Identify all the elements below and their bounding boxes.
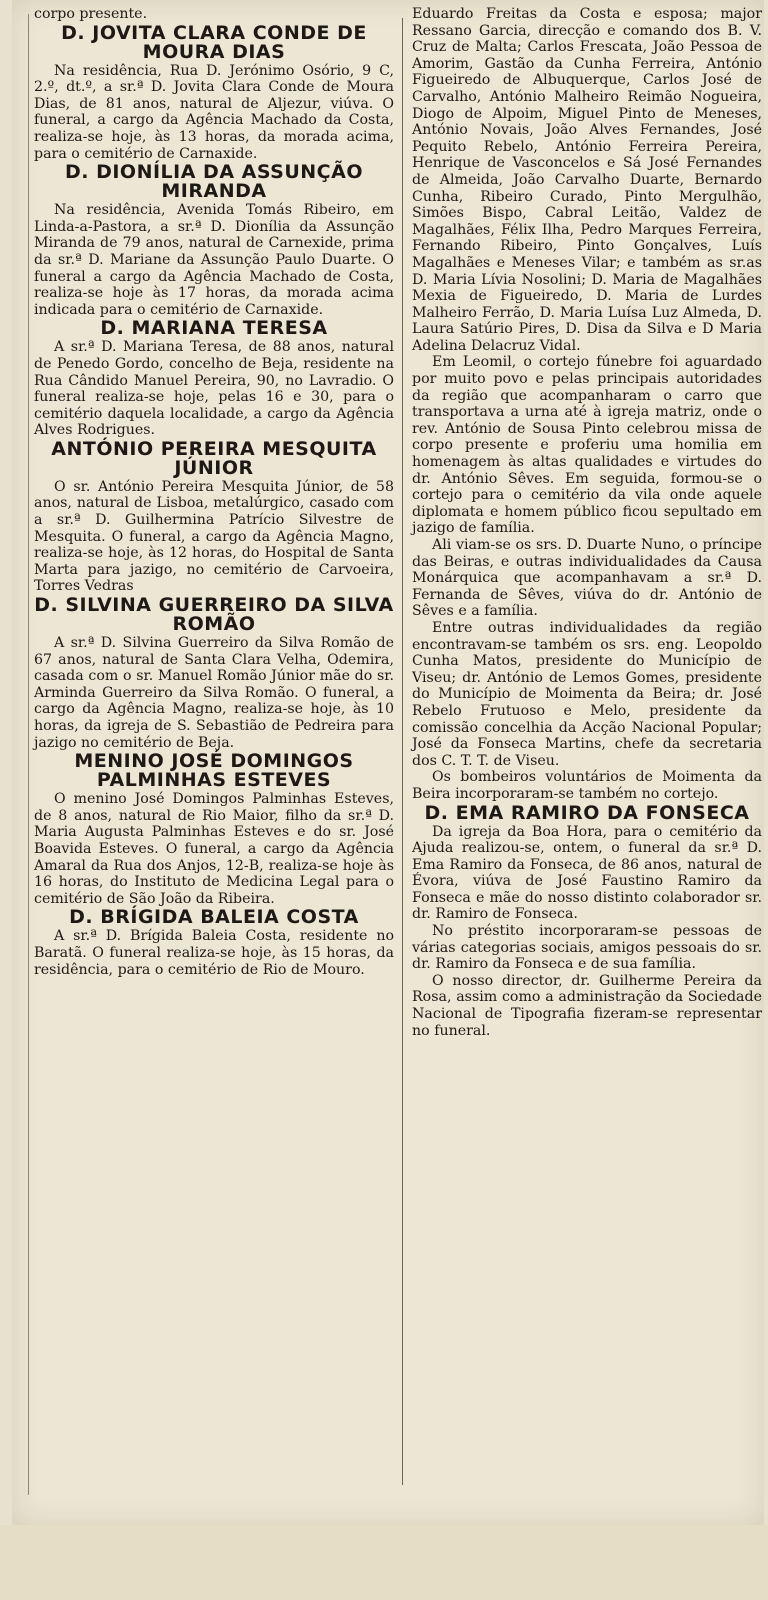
left-obituary-heading: MENINO JOSÉ DOMINGOS PALMINHAS ESTEVES xyxy=(74,750,354,792)
left-obituary-heading: D. SILVINA GUERREIRO DA SILVA ROMÃO xyxy=(34,594,394,636)
column-divider xyxy=(402,18,403,1485)
left-article-paragraph: O menino José Domingos Palminhas Esteves, de 8 anos, natural de Rio Maior, filho da sr.ª D. Maria Augusta Palminhas Esteves e do sr. José Boavida Esteves. O funeral, a cargo da Agência Amaral da Rua dos Anjos, 12-B, realiza-se hoje às 16 horas, do Instituto de Medicina Legal para o cemitério de São João da Ribeira. xyxy=(34,791,394,907)
left-obituary-heading: D. BRÍGIDA BALEIA COSTA xyxy=(69,906,359,929)
left-article-paragraph: A sr.ª D. Mariana Teresa, de 88 anos, natural de Penedo Gordo, concelho de Beja, residente na Rua Cândido Manuel Pereira, 90, no Lavradio. O funeral realiza-se hoje, pelas 16 e 30, para o cemitério daquela localidade, a cargo da Agência Alves Rodrigues. xyxy=(34,339,394,439)
left-article-paragraph: Na residência, Rua D. Jerónimo Osório, 9 C, 2.º, dt.º, a sr.ª D. Jovita Clara Conde de Moura Dias, de 81 anos, natural de Aljezur, viúva. O funeral, a cargo da Agência Machado da Costa, realiza-se hoje, às 13 horas, da morada acima, para o cemitério de Carnaxide. xyxy=(34,62,394,162)
left-obituary-heading: D. MARIANA TERESA xyxy=(100,317,328,340)
right-obituary-heading: D. EMA RAMIRO DA FONSECA xyxy=(424,801,750,824)
right-article-paragraph: Da igreja da Boa Hora, para o cemitério da Ajuda realizou-se, ontem, o funeral da sr.ª D. Ema Ramiro da Fonseca, de 86 anos, natural de Évora, viúva de José Faustino Ramiro da Fonseca e mãe do nosso distinto colaborador sr. dr. Ramiro de Fonseca. xyxy=(412,823,762,923)
left-obituary-heading: D. DIONÍLIA DA ASSUNÇÃO MIRANDA xyxy=(64,161,363,203)
left-obituary-heading: ANTÓNIO PEREIRA MESQUITA JÚNIOR xyxy=(51,437,377,479)
left-article-paragraph: A sr.ª D. Brígida Baleia Costa, residente no Baratã. O funeral realiza-se hoje, às 15 horas, da residência, para o cemitério de Rio de Mouro. xyxy=(34,928,394,978)
right-article-paragraph: No préstito incorporaram-se pessoas de várias categorias sociais, amigos pessoais do sr. dr. Ramiro da Fonseca e de sua família. xyxy=(412,923,762,973)
left-article-paragraph: corpo presente. xyxy=(34,6,148,22)
right-article-paragraph: Em Leomil, o cortejo fúnebre foi aguardado por muito povo e pelas principais autoridades da região que acompanharam o carro que transportava a urna até à igreja matriz, onde o rev. António de Sousa Pinto celebrou missa de corpo presente e proferiu uma homilia em homenagem às altas qualidades e virtudes do dr. António Sêves. Em seguida, formou-se o cortejo para o cemitério da vila onde aquele diplomata e homem público ficou sepultado em jazigo de família. xyxy=(412,354,762,537)
right-column xyxy=(406,6,768,1517)
left-obituary-heading: D. JOVITA CLARA CONDE DE MOURA DIAS xyxy=(61,21,367,63)
right-article-paragraph: Entre outras individualidades da região encontravam-se também os srs. eng. Leopoldo Cunha Matos, presidente do Município de Viseu; dr. António de Lemos Gomes, presidente do Município de Moimenta da Beira; dr. José Rebelo Frutuoso e Melo, presidente da comissão concelhia da Acção Nacional Popular; José da Fonseca Martins, chefe da secretaria dos C. T. T. de Viseu. xyxy=(412,619,762,769)
newspaper-clipping xyxy=(12,0,764,1525)
right-article-paragraph: O nosso director, dr. Guilherme Pereira da Rosa, assim como a administração da Sociedade Nacional de Tipografia fizeram-se representar no funeral. xyxy=(412,972,762,1039)
right-article-paragraph: Ali viam-se os srs. D. Duarte Nuno, o príncipe das Beiras, e outras individualidades da Causa Monárquica que acompanhavam a sr.ª D. Fernanda de Sêves, viúva do dr. António de Sêves e a família. xyxy=(412,537,762,620)
page-background xyxy=(0,1525,768,1600)
right-article-paragraph: Eduardo Freitas da Costa e esposa; major Ressano Garcia, direcção e comando dos B. V. Cruz de Malta; Carlos Frescata, João Pessoa de Amorim, Gastão da Cunha Ferreira, António Figueiredo de Albuquerque, Carlos José de Carvalho, António Malheiro Reimão Nogueira, Diogo de Alpoim, Miguel Pinto de Meneses, António Novais, João Alves Fernandes, José Pequito Rebelo, António Ferreira Pereira, Henrique de Vasconcelos e Sá José Fernandes de Almeida, João Carvalho Duarte, Bernardo Cunha, Ribeiro Curado, Pinto Mergulhão, Simões Bispo, Cabral Leitão, Valdez de Magalhães, Félix Ilha, Pedro Marques Ferreira, Fernando Ribeiro, Pinto Gonçalves, Luís Magalhães e Meneses Vilar; e também as sr.as D. Maria Lívia Nosolini; D. Maria de Magalhães Mexia de Figueiredo, D. Maria de Lurdes Malheiro Ferrão, D. Maria Luísa Luz Almeda, D. Laura Satúrio Pires, D. Disa da Silva e D Maria Adelina Delacruz Vidal. xyxy=(412,6,762,354)
left-column xyxy=(28,6,400,1517)
left-article-paragraph: O sr. António Pereira Mesquita Júnior, de 58 anos, natural de Lisboa, metalúrgico, casado com a sr.ª D. Guilhermina Patrício Silvestre de Mesquita. O funeral, a cargo da Agência Magno, realiza-se hoje, às 12 horas, do Hospital de Santa Marta para jazigo, no cemitério de Carvoeira, Torres Vedras xyxy=(34,478,394,595)
left-article-paragraph: A sr.ª D. Silvina Guerreiro da Silva Romão de 67 anos, natural de Santa Clara Velha, Odemira, casada com o sr. Manuel Romão Júnior mãe do sr. Arminda Guerreiro da Silva Romão. O funeral, a cargo da Agência Magno, realiza-se hoje, às 10 horas, da igreja de S. Sebastião de Pedreira para jazigo no cemitério de Beja. xyxy=(34,635,394,751)
left-article-paragraph: Na residência, Avenida Tomás Ribeiro, em Linda-a-Pastora, a sr.ª D. Dionília da Assunção Miranda de 79 anos, natural de Carnexide, prima da sr.ª D. Mariane da Assunção Paulo Duarte. O funeral a cargo da Agência Machado de Costa, realiza-se hoje às 17 horas, da morada acima indicada para o cemitério de Carnaxide. xyxy=(34,202,394,318)
right-article-paragraph: Os bombeiros voluntários de Moimenta da Beira incorporaram-se também no cortejo. xyxy=(412,769,762,802)
